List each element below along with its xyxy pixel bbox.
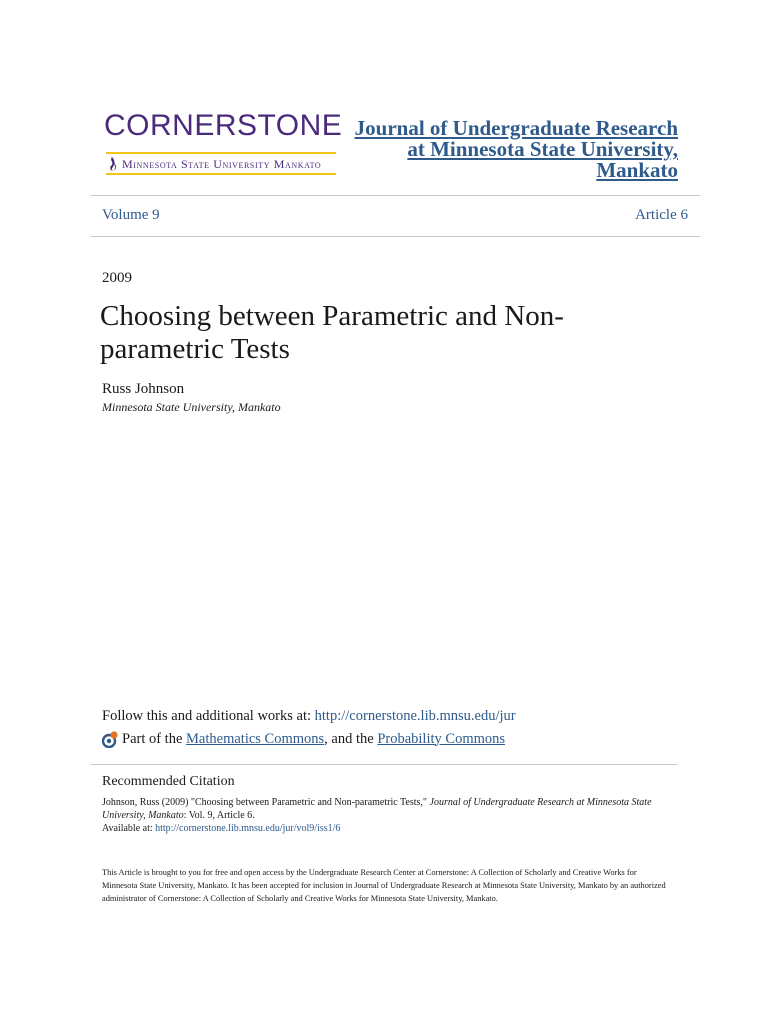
- logo-wordmark: CORNERSTONE: [104, 109, 343, 142]
- cornerstone-logo[interactable]: [104, 108, 343, 180]
- author-name: Russ Johnson: [102, 381, 185, 397]
- article-title: Choosing between Parametric and Non-parametric Tests: [100, 300, 564, 365]
- logo-gold-rule-bottom: [106, 173, 336, 175]
- flame-icon: [106, 156, 118, 172]
- article-url-link[interactable]: http://cornerstone.lib.mnsu.edu/jur/vol9/iss1/6: [155, 823, 341, 834]
- volume-link[interactable]: Volume 9: [102, 207, 160, 223]
- citation-text-part: Johnson, Russ (2009) "Choosing between Parametric and Non-parametric Tests,": [102, 797, 430, 808]
- part-of-middle: , and the: [324, 730, 378, 747]
- citation-text-part: : Vol. 9, Article 6.: [183, 810, 255, 821]
- journal-title-line: Journal of Undergraduate Research: [354, 116, 678, 140]
- available-at-label: Available at:: [102, 823, 156, 834]
- probability-commons-link[interactable]: Probability Commons: [377, 730, 506, 747]
- publication-year: 2009: [102, 270, 132, 286]
- journal-title-link[interactable]: [338, 118, 678, 181]
- open-access-notice: This Article is brought to you for free and open access by the Undergraduate Research Center at Cornerstone: A Collection of Scholarly and Creative Works for Minnesota State University, Mankato. It has been accepted for inclusion in Journal of Undergraduate Research at Minnesota State University, Mankato by an authorized administrator of Cornerstone: A Collection of Scholarly and Creative Works for Minnesota State University, Mankato.: [102, 868, 666, 903]
- author-affiliation: Minnesota State University, Mankato: [102, 400, 281, 414]
- part-of-line: [102, 730, 505, 748]
- digital-commons-network-icon: [102, 730, 120, 748]
- logo-gold-rule-top: [106, 152, 336, 154]
- logo-subtitle: [106, 155, 321, 173]
- logo-subtitle-text: Minnesota State University Mankato: [122, 156, 322, 171]
- recommended-citation-heading: Recommended Citation: [102, 774, 235, 789]
- part-of-prefix: Part of the: [122, 730, 183, 747]
- repository-url-link[interactable]: http://cornerstone.lib.mnsu.edu/jur: [314, 708, 516, 724]
- divider: [90, 236, 700, 237]
- journal-title-line: at Minnesota State University,: [407, 137, 678, 161]
- journal-title-line: Mankato: [596, 158, 678, 182]
- mathematics-commons-link[interactable]: Mathematics Commons: [186, 730, 325, 747]
- follow-line: [102, 708, 516, 725]
- citation-text: [102, 796, 682, 835]
- divider: [90, 764, 678, 765]
- follow-prefix: Follow this and additional works at:: [102, 708, 315, 724]
- divider: [90, 195, 700, 196]
- article-link[interactable]: Article 6: [635, 207, 688, 223]
- citation-journal: Journal of Undergraduate Research at Minnesota State University, Mankato: [102, 797, 652, 821]
